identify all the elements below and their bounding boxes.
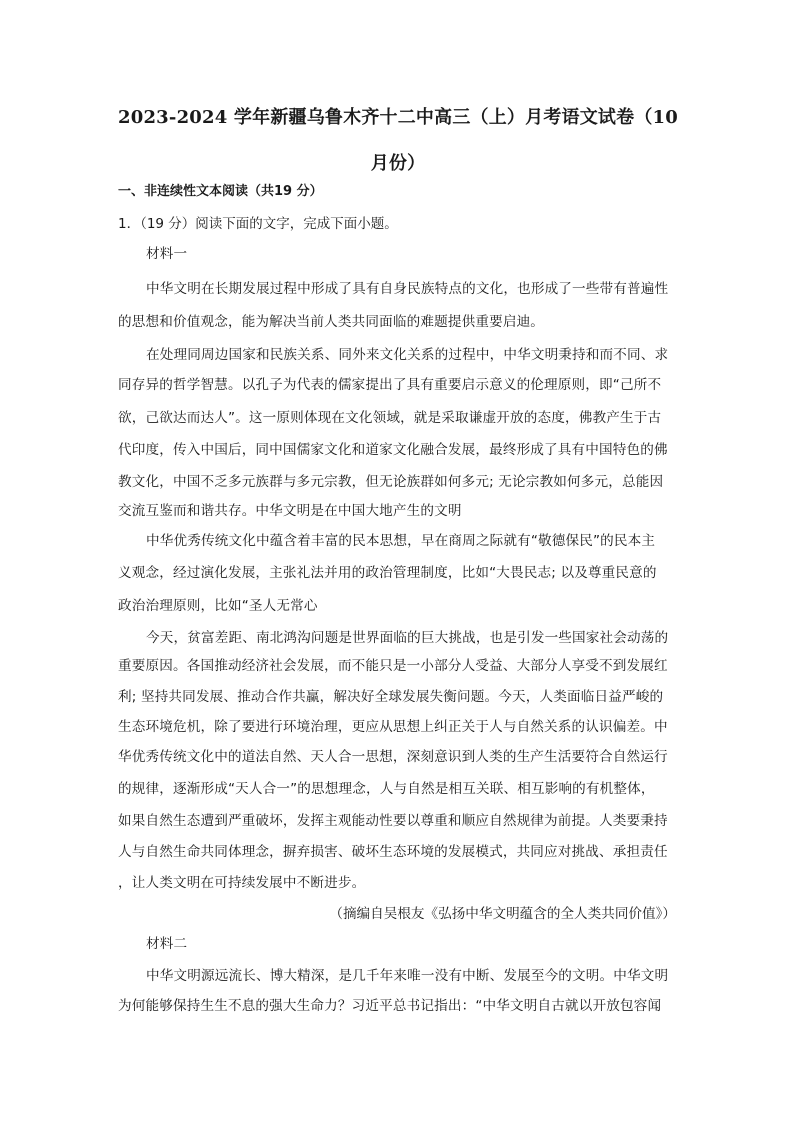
paragraph-line: 教文化，中国不乏多元族群与多元宗教，但无论族群如何多元; 无论宗教如何多元，总能因 [118,474,664,490]
paragraph-line: 为何能够保持生生不息的强大生命力？习近平总书记指出：“中华文明自古就以开放包容闻 [118,998,662,1014]
section-heading: 一、非连续性文本阅读（共19 分） [118,184,323,199]
document-title [118,95,678,187]
paragraph-line: 利; 坚持共同发展、推动合作共赢，解决好全球发展失衡问题。今天，人类面临日益严峻的 [118,689,664,705]
paragraph-line: 华优秀传统文化中的道法自然、天人合一思想，深刻意识到人类的生产生活要符合自然运行 [118,749,668,765]
paragraph-line: 今天，贫富差距、南北鸿沟问题是世界面临的巨大挑战，也是引发一些国家社会动荡的 [146,630,669,646]
paragraph-line: 欲，己欲达而达人”。这一原则体现在文化领域，就是采取谦虚开放的态度，佛教产生于古 [118,410,662,426]
paragraph-line: 代印度，传入中国后，同中国儒家文化和道家文化融合发展，最终形成了具有中国特色的佛 [118,442,668,458]
paragraph-line: ，让人类文明在可持续发展中不断进步。 [118,875,366,891]
paragraph-line: 重要原因。各国推动经济社会发展，而不能只是一小部分人受益、大部分人享受不到发展红 [118,658,668,674]
paragraph-line: 的思想和价值观念，能为解决当前人类共同面临的难题提供重要启迪。 [118,314,545,330]
material-1-source: （摘编自吴根友《弘扬中华文明蕴含的全人类共同价值》） [329,906,676,922]
question-prompt: 1．（19 分）阅读下面的文字，完成下面小题。 [118,216,398,232]
title-line-2: 月份） [370,153,426,174]
paragraph-line: 的规律，逐渐形成“天人合一”的思想理念，人与自然是相互关联、相互影响的有机整体， [118,781,655,797]
paragraph-line: 生态环境危机，除了要进行环境治理，更应从思想上纠正关于人与自然关系的认识偏差。中 [118,719,668,735]
material-1-label: 材料一 [146,246,188,262]
paragraph-line: 义观念，经过演化发展，主张礼法并用的政治管理制度，比如“大畏民志; 以及尊重民意的 [118,565,657,581]
paragraph-line: 在处理同周边国家和民族关系、同外来文化关系的过程中，中华文明秉持和而不同、求 [146,347,669,363]
paragraph-line: 中华优秀传统文化中蕴含着丰富的民本思想，早在商周之际就有“敬德保民”的民本主 [146,533,656,549]
title-line-1: 2023-2024 学年新疆乌鲁木齐十二中高三（上）月考语文试卷（10 [118,107,678,128]
paragraph-line: 交流互鉴而和谐共存。中华文明是在中国大地产生的文明 [118,503,462,519]
paragraph-line: 中华文明在长期发展过程中形成了具有自身民族特点的文化，也形成了一些带有普遍性 [146,281,669,297]
paragraph-line: 政治治理原则，比如“圣人无常心 [118,598,318,614]
paragraph-line: 中华文明源远流长、博大精深，是几千年来唯一没有中断、发展至今的文明。中华文明 [146,968,669,984]
paragraph-line: 人与自然生命共同体理念，摒弃损害、破坏生态环境的发展模式，共同应对挑战、承担责任 [118,844,668,860]
paragraph-line: 同存异的哲学智慧。以孔子为代表的儒家提出了具有重要启示意义的伦理原则，即“己所不 [118,377,662,393]
material-2-label: 材料二 [146,936,188,952]
paragraph-line: 如果自然生态遭到严重破坏，发挥主观能动性要以尊重和顺应自然规律为前提。人类要秉持 [118,813,668,829]
